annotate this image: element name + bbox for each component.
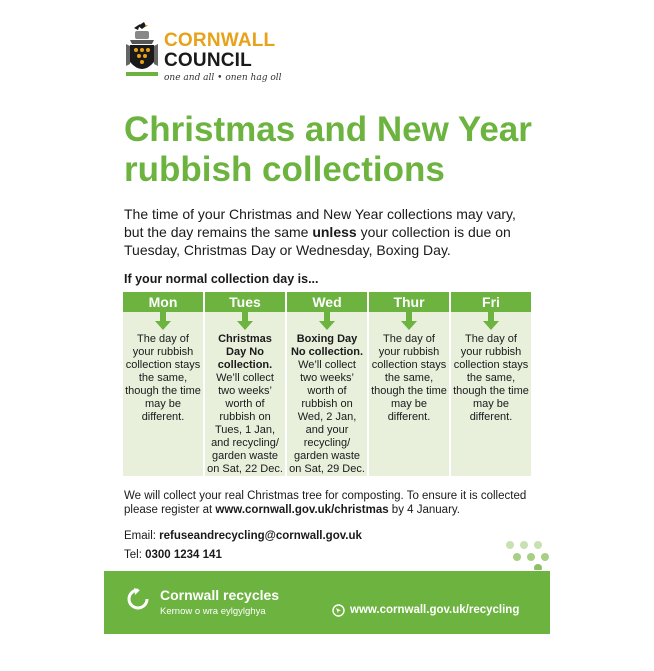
contact-tel xyxy=(124,549,222,561)
brand-name: Cornwall recycles xyxy=(160,587,280,603)
coat-of-arms-icon xyxy=(124,20,160,82)
tree-line-1: We will collect your real Christmas tree for composting. To ensure it is collected xyxy=(124,490,527,502)
day-body xyxy=(207,333,283,476)
day-note: We’ll collect two weeks’ worth of rubbish on Tues, 1 Jan, and recycling/ garden waste on Sat, 22 Dec. xyxy=(207,372,283,475)
christmas-tree-notice xyxy=(124,489,549,517)
day-note: The day of your rubbish collection stays the same, though the time may be different. xyxy=(453,333,529,423)
recycling-footer xyxy=(104,571,550,634)
page-title xyxy=(124,110,544,190)
arrow-down-icon xyxy=(237,312,253,330)
day-column-fri xyxy=(451,292,531,476)
contact-email xyxy=(124,530,362,542)
day-note: The day of your rubbish collection stays the same, though the time may be different. xyxy=(125,333,201,423)
christmas-link[interactable]: www.cornwall.gov.uk/christmas xyxy=(215,504,389,516)
intro-line-1: The time of your Christmas and New Year collections may vary, xyxy=(124,206,516,222)
intro-paragraph xyxy=(124,205,549,259)
title-line-1: Christmas and New Year xyxy=(124,110,532,149)
email-link[interactable]: refuseandrecycling@cornwall.gov.uk xyxy=(159,530,362,542)
poster xyxy=(104,0,550,671)
arrow-down-icon xyxy=(401,312,417,330)
day-exception: Boxing Day No collection. xyxy=(290,333,364,358)
day-exception: Christmas Day No collection. xyxy=(217,333,273,371)
day-header: Tues xyxy=(205,292,285,312)
day-body xyxy=(453,333,529,424)
table-lead: If your normal collection day is... xyxy=(124,272,319,286)
day-header: Fri xyxy=(451,292,531,312)
cornwall-council-logo xyxy=(124,20,324,90)
tree-line-2 xyxy=(124,503,549,517)
arrow-down-icon xyxy=(155,312,171,330)
recycle-arrow-icon xyxy=(126,587,150,611)
day-column-mon xyxy=(123,292,203,476)
day-note: We’ll collect two weeks’ worth of rubbish on Wed, 2 Jan, and your recycling/ garden waste on Sat, 29 Dec. xyxy=(289,359,365,475)
day-column-tues xyxy=(205,292,285,476)
arrow-down-icon xyxy=(319,312,335,330)
tel-label: Tel: xyxy=(124,549,146,561)
intro-line-3: Tuesday, Christmas Day or Wednesday, Boxing Day. xyxy=(124,242,451,258)
intro-line-2-start: but the day remains the same xyxy=(124,224,313,240)
day-header: Mon xyxy=(123,292,203,312)
day-column-wed xyxy=(287,292,367,476)
logo-cornwall: CORNWALL xyxy=(164,30,276,51)
day-body xyxy=(371,333,447,424)
day-body xyxy=(125,333,201,424)
intro-line-2-end: your collection is due on xyxy=(356,224,511,240)
email-label: Email: xyxy=(124,530,160,542)
day-header: Thur xyxy=(369,292,449,312)
day-header: Wed xyxy=(287,292,367,312)
day-column-thur xyxy=(369,292,449,476)
intro-unless: unless xyxy=(312,224,357,240)
title-line-2: rubbish collections xyxy=(124,150,445,189)
intro-line-2 xyxy=(124,223,549,241)
collection-day-table xyxy=(123,292,531,476)
tree-line-2-end: by 4 January. xyxy=(388,504,460,516)
decorative-dots xyxy=(502,540,550,570)
globe-cursor-icon xyxy=(332,604,345,617)
day-note: The day of your rubbish collection stays the same, though the time may be different. xyxy=(371,333,447,423)
tel-link[interactable]: 0300 1234 141 xyxy=(145,549,222,561)
logo-motto: one and all • onen hag oll xyxy=(164,73,282,83)
tree-line-2-start: please register at xyxy=(124,504,216,516)
day-body xyxy=(289,333,365,476)
recycling-website-link[interactable]: www.cornwall.gov.uk/recycling xyxy=(350,604,520,616)
arrow-down-icon xyxy=(483,312,499,330)
brand-subtitle: Kernow o wra eylgylghya xyxy=(160,606,266,617)
logo-council: COUNCIL xyxy=(164,50,252,71)
